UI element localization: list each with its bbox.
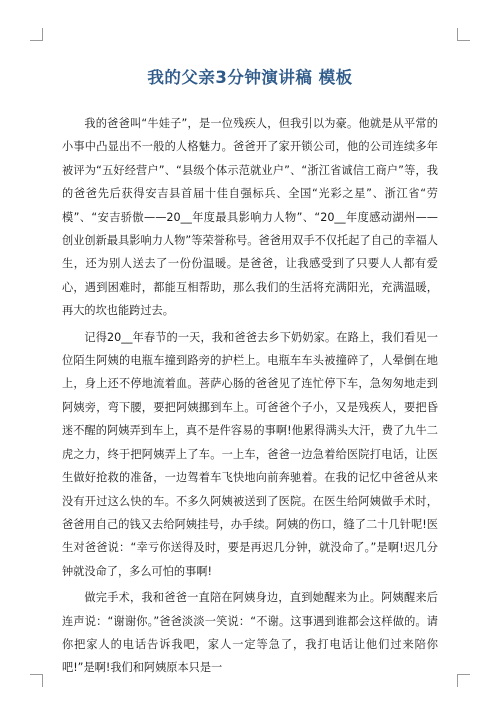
paragraph-3: 做完手术，我和爸爸一直陪在阿姨身边，直到她醒来为止。阿姨醒来后连声说：“谢谢你。”爸爸淡淡一笑说：“不谢。这事遇到谁都会这样做的。请你把家人的电话告诉我吧，家人一定等急了，我打电话让他们过来陪你吧!”是啊!我们和阿姨原本只是一 bbox=[62, 591, 438, 675]
crop-mark-bottom-right bbox=[457, 674, 470, 687]
crop-mark-top-left bbox=[30, 28, 43, 41]
document-body bbox=[62, 112, 438, 683]
paragraph-1: 我的爸爸叫“牛娃子”，是一位残疾人，但我引以为豪。他就是从平常的小事中凸显出不一般的人格魅力。爸爸开了家开锁公司，他的公司连续多年被评为“五好经营户”、“县级个体示范就业户”、“浙江省诚信工商户”等，我的爸爸先后获得安吉县首届十佳自强标兵、全国“光彩之星”、浙江省“劳模”、“安吉骄傲——20__年度最具影响力人物”、“20__年度感动湖州——创业创新最具影响力人物”等荣誉称号。爸爸用双手不仅托起了自己的幸福人生，还为别人送去了一份份温暖。是爸爸，让我感受到了只要人人都有爱心，遇到困难时，都能互相帮助，那么我们的生活将充满阳光，充满温暖，再大的坎也能跨过去。 bbox=[62, 117, 438, 318]
crop-mark-bottom-left bbox=[30, 674, 43, 687]
document-title: 我的父亲3分钟演讲稿 模板 bbox=[147, 68, 353, 87]
paragraph-2: 记得20__年春节的一天，我和爸爸去乡下奶奶家。在路上，我们看见一位陌生阿姨的电瓶车撞到路旁的护栏上。电瓶车车头被撞碎了，人晕倒在地上，身上还不停地流着血。菩萨心肠的爸爸见了连忙停下车，急匆匆地走到阿姨旁，弯下腰，要把阿姨挪到车上。可爸爸个子小，又是残疾人，要把昏迷不醒的阿姨弄到车上，真不是件容易的事啊!他累得满头大汗，费了九牛二虎之力，终于把阿姨弄上了车。一上车，爸爸一边急着给医院打电话，让医生做好抢救的准备，一边驾着车飞快地向前奔驰着。在我的记忆中爸爸从来没有开过这么快的车。不多久阿姨被送到了医院。在医生给阿姨做手术时，爸爸用自己的钱又去给阿姨挂号，办手续。阿姨的伤口，缝了二十几针呢!医生对爸爸说：“幸亏你送得及时，要是再迟几分钟，就没命了。”是啊!迟几分钟就没命了，多么可怕的事啊! bbox=[62, 330, 438, 578]
crop-mark-top-right bbox=[457, 28, 470, 41]
